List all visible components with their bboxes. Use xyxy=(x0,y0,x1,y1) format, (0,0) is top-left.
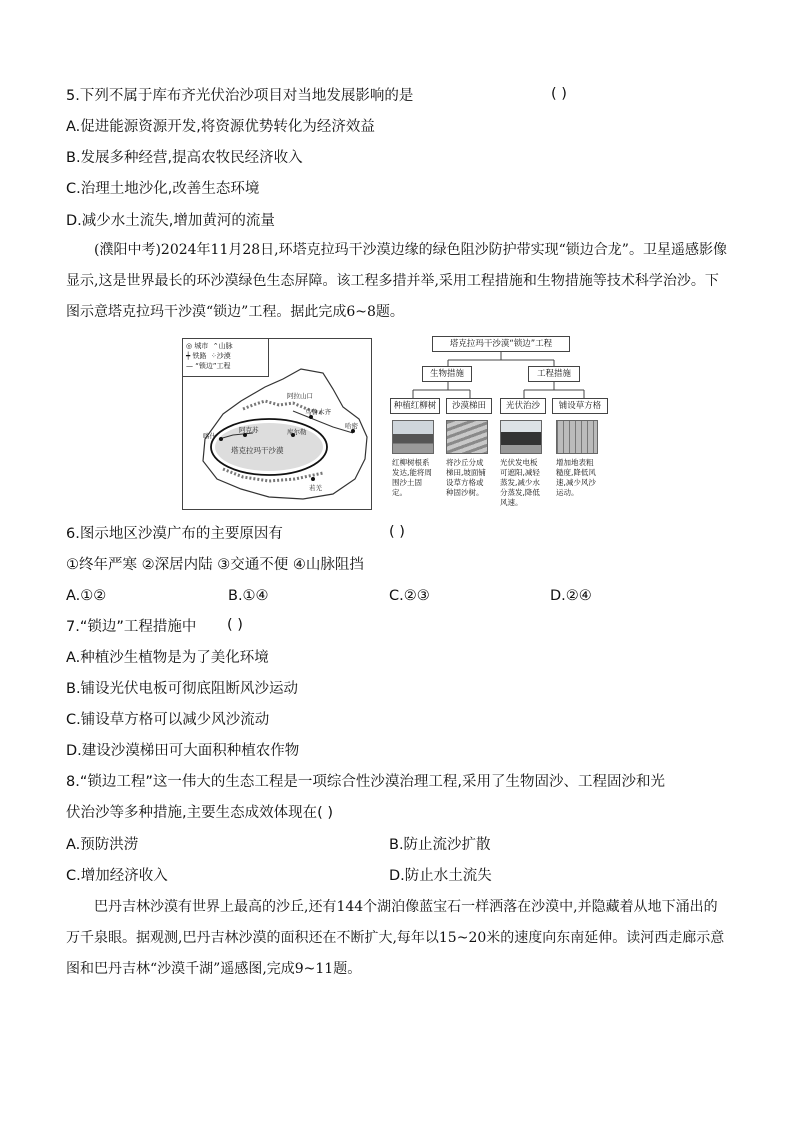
bio-measures-box: 生物措施 xyxy=(422,366,472,382)
eng-measures-box: 工程措施 xyxy=(528,366,580,382)
q6-option-c: C.②③ xyxy=(389,588,430,604)
railway-icon: ┿ xyxy=(186,352,191,360)
map-label-ruoqiang: 若羌 xyxy=(309,484,322,492)
q7-option-a: A.种植沙生植物是为了美化环境 xyxy=(66,650,269,666)
passage-badain-jaran: 巴丹吉林沙漠有世界上最高的沙丘,还有144个湖泊像蓝宝石一样洒落在沙漠中,并隐藏着从地下涌出的万千泉眼。据观测,巴丹吉林沙漠的面积还在不断扩大,每年以15~20米的速度向东南延伸。读河西走廊示意图和巴丹吉林“沙漠千湖”遥感图,完成9~11题。 xyxy=(66,899,725,977)
mountain-icon: ⌃ xyxy=(212,342,219,350)
q6-option-a: A.①② xyxy=(66,588,107,604)
desc-tamarisk: 红柳树根系发达,能将周围沙土固定。 xyxy=(392,458,432,497)
map-label-taklamakan: 塔克拉玛干沙漠 xyxy=(231,446,284,455)
q5-stem: 5.下列不属于库布齐光伏治沙项目对当地发展影响的是 xyxy=(66,88,414,104)
q6-answer-bracket: ( ) xyxy=(389,524,405,540)
desc-pv: 光伏发电板可遮阳,减轻蒸发,减少水分蒸发,降低风速。 xyxy=(500,458,540,507)
q8-option-b: B.防止流沙扩散 xyxy=(389,837,491,853)
legend-mountain: 山脉 xyxy=(218,342,233,350)
measure-pv: 光伏治沙 xyxy=(500,398,546,414)
legend-desert: 沙漠 xyxy=(216,352,231,360)
map-label-urumqi: 乌鲁木齐 xyxy=(305,408,331,416)
desert-icon: ⁘ xyxy=(210,352,217,360)
q7-option-d: D.建设沙漠梯田可大面积种植农作物 xyxy=(66,743,300,759)
measure-tamarisk: 种植红柳树 xyxy=(390,398,440,414)
measure-terrace: 沙漠梯田 xyxy=(446,398,492,414)
photo-tamarisk xyxy=(392,420,434,454)
legend-railway: 铁路 xyxy=(192,352,207,360)
q8-option-a: A.预防洪涝 xyxy=(66,837,139,853)
map-label-kashgar: 喀什 xyxy=(203,432,216,440)
q5-option-c: C.治理土地沙化,改善生态环境 xyxy=(66,181,260,197)
legend-city: 城市 xyxy=(194,342,209,350)
measure-grass-grid: 铺设草方格 xyxy=(552,398,608,414)
q7-stem: 7.“锁边”工程措施中 xyxy=(66,619,197,635)
map-label-alashankou: 阿拉山口 xyxy=(287,392,313,400)
q6-stem: 6.图示地区沙漠广布的主要原因有 xyxy=(66,526,283,542)
city-icon: ◎ xyxy=(186,342,193,350)
diagram-title: 塔克拉玛干沙漠“锁边”工程 xyxy=(432,336,570,352)
map-label-korla: 库尔勒 xyxy=(287,428,307,436)
xinjiang-map xyxy=(182,338,372,510)
map-legend xyxy=(183,339,269,377)
q6-option-b: B.①④ xyxy=(228,588,269,604)
passage-suobian: (濮阳中考)2024年11月28日,环塔克拉玛干沙漠边缘的绿色阻沙防护带实现“锁边合龙”。卫星遥感影像显示,这是世界最长的环沙漠绿色生态屏障。该工程多措并举,采用工程措施和生物措施等技术科学治沙。下图示意塔克拉玛干沙漠“锁边”工程。据此完成6~8题。 xyxy=(66,242,727,320)
suobian-measures-diagram xyxy=(388,336,614,510)
q6-choices: ①终年严寒 ②深居内陆 ③交通不便 ④山脉阻挡 xyxy=(66,557,364,573)
desc-grass-grid: 增加地表粗糙度,降低风速,减少风沙运动。 xyxy=(556,458,596,497)
q6-option-d: D.②④ xyxy=(550,588,592,604)
project-line-icon: — xyxy=(186,362,193,370)
q5-option-a: A.促进能源资源开发,将资源优势转化为经济效益 xyxy=(66,119,375,135)
q8-option-c: C.增加经济收入 xyxy=(66,868,168,884)
q8-stem-line1: 8.“锁边工程”这一伟大的生态工程是一项综合性沙漠治理工程,采用了生物固沙、工程固沙和光 xyxy=(66,774,665,790)
photo-grass-grid xyxy=(556,420,598,454)
q8-option-d: D.防止水土流失 xyxy=(389,868,492,884)
photo-pv xyxy=(500,420,542,454)
legend-project: “锁边”工程 xyxy=(195,362,231,370)
q5-option-d: D.减少水土流失,增加黄河的流量 xyxy=(66,213,275,229)
map-label-hami: 哈密 xyxy=(345,422,358,430)
q8-stem-line2: 伏治沙等多种措施,主要生态成效体现在( ) xyxy=(66,805,334,821)
q7-answer-bracket: ( ) xyxy=(227,617,243,633)
q7-option-c: C.铺设草方格可以减少风沙流动 xyxy=(66,712,270,728)
q7-option-b: B.铺设光伏电板可彻底阻断风沙运动 xyxy=(66,681,299,697)
q5-option-b: B.发展多种经营,提高农牧民经济收入 xyxy=(66,150,303,166)
desc-terrace: 将沙丘分成梯田,坡面铺设草方格或种固沙树。 xyxy=(446,458,486,497)
q5-answer-bracket: ( ) xyxy=(551,86,567,102)
photo-terrace xyxy=(446,420,488,454)
map-label-aksu: 阿克苏 xyxy=(239,426,259,434)
